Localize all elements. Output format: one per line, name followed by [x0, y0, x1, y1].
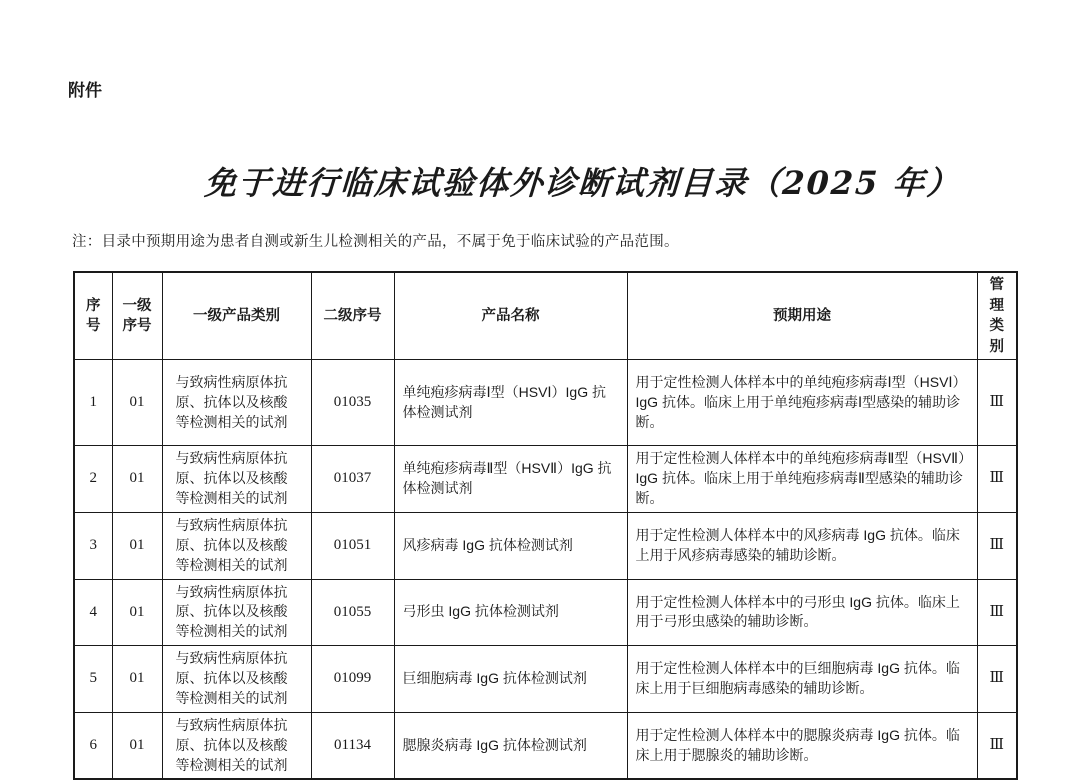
table-row — [74, 360, 1017, 446]
cell-intended-use: 用于定性检测人体样本中的巨细胞病毒 IgG 抗体。临床上用于巨细胞病毒感染的辅助诊断。 — [627, 646, 977, 713]
table-row — [74, 712, 1017, 779]
col-header-product-name: 产品名称 — [394, 272, 627, 360]
cell-level1-seq: 01 — [112, 646, 162, 713]
cell-level1-seq: 01 — [112, 579, 162, 646]
cell-category: 与致病性病原体抗原、抗体以及核酸等检测相关的试剂 — [162, 579, 311, 646]
cell-level2-seq: 01055 — [311, 579, 394, 646]
table-row — [74, 446, 1017, 513]
cell-seq: 4 — [74, 579, 112, 646]
cell-intended-use: 用于定性检测人体样本中的弓形虫 IgG 抗体。临床上用于弓形虫感染的辅助诊断。 — [627, 579, 977, 646]
cell-category: 与致病性病原体抗原、抗体以及核酸等检测相关的试剂 — [162, 712, 311, 779]
table-row — [74, 579, 1017, 646]
table-row — [74, 646, 1017, 713]
cell-mgmt-class: Ⅲ — [977, 646, 1017, 713]
cell-intended-use: 用于定性检测人体样本中的风疹病毒 IgG 抗体。临床上用于风疹病毒感染的辅助诊断。 — [627, 512, 977, 579]
cell-level1-seq: 01 — [112, 446, 162, 513]
attachment-label: 附件 — [68, 81, 102, 100]
cell-intended-use: 用于定性检测人体样本中的单纯疱疹病毒Ⅰ型（HSVⅠ）IgG 抗体。临床上用于单纯疱疹病毒Ⅰ型感染的辅助诊断。 — [627, 360, 977, 446]
cell-level1-seq: 01 — [112, 712, 162, 779]
cell-intended-use: 用于定性检测人体样本中的单纯疱疹病毒Ⅱ型（HSVⅡ）IgG 抗体。临床上用于单纯疱疹病毒Ⅱ型感染的辅助诊断。 — [627, 446, 977, 513]
cell-product-name: 单纯疱疹病毒Ⅰ型（HSVⅠ）IgG 抗体检测试剂 — [394, 360, 627, 446]
cell-level2-seq: 01051 — [311, 512, 394, 579]
col-header-level2-seq: 二级序号 — [311, 272, 394, 360]
cell-category: 与致病性病原体抗原、抗体以及核酸等检测相关的试剂 — [162, 446, 311, 513]
cell-level2-seq: 01037 — [311, 446, 394, 513]
cell-product-name: 巨细胞病毒 IgG 抗体检测试剂 — [394, 646, 627, 713]
col-header-seq: 序号 — [74, 272, 112, 360]
cell-level1-seq: 01 — [112, 360, 162, 446]
cell-mgmt-class: Ⅲ — [977, 360, 1017, 446]
cell-category: 与致病性病原体抗原、抗体以及核酸等检测相关的试剂 — [162, 512, 311, 579]
cell-level1-seq: 01 — [112, 512, 162, 579]
cell-level2-seq: 01134 — [311, 712, 394, 779]
col-header-level1-seq: 一级序号 — [112, 272, 162, 360]
cell-product-name: 风疹病毒 IgG 抗体检测试剂 — [394, 512, 627, 579]
cell-seq: 2 — [74, 446, 112, 513]
cell-seq: 6 — [74, 712, 112, 779]
table-header-row — [74, 272, 1017, 360]
cell-intended-use: 用于定性检测人体样本中的腮腺炎病毒 IgG 抗体。临床上用于腮腺炎的辅助诊断。 — [627, 712, 977, 779]
cell-mgmt-class: Ⅲ — [977, 579, 1017, 646]
col-header-mgmt-class: 管理类别 — [977, 272, 1017, 360]
col-header-category: 一级产品类别 — [162, 272, 311, 360]
table-row — [74, 512, 1017, 579]
note-text: 注：目录中预期用途为患者自测或新生儿检测相关的产品，不属于免于临床试验的产品范围。 — [72, 234, 679, 250]
cell-product-name: 单纯疱疹病毒Ⅱ型（HSVⅡ）IgG 抗体检测试剂 — [394, 446, 627, 513]
cell-product-name: 腮腺炎病毒 IgG 抗体检测试剂 — [394, 712, 627, 779]
page-title: 免于进行临床试验体外诊断试剂目录（2025 年） — [203, 164, 962, 202]
cell-seq: 5 — [74, 646, 112, 713]
cell-level2-seq: 01035 — [311, 360, 394, 446]
cell-category: 与致病性病原体抗原、抗体以及核酸等检测相关的试剂 — [162, 360, 311, 446]
cell-seq: 1 — [74, 360, 112, 446]
cell-mgmt-class: Ⅲ — [977, 512, 1017, 579]
cell-level2-seq: 01099 — [311, 646, 394, 713]
cell-category: 与致病性病原体抗原、抗体以及核酸等检测相关的试剂 — [162, 646, 311, 713]
col-header-intended-use: 预期用途 — [627, 272, 977, 360]
cell-mgmt-class: Ⅲ — [977, 712, 1017, 779]
cell-mgmt-class: Ⅲ — [977, 446, 1017, 513]
cell-product-name: 弓形虫 IgG 抗体检测试剂 — [394, 579, 627, 646]
ivd-catalog-table — [73, 271, 1018, 780]
cell-seq: 3 — [74, 512, 112, 579]
